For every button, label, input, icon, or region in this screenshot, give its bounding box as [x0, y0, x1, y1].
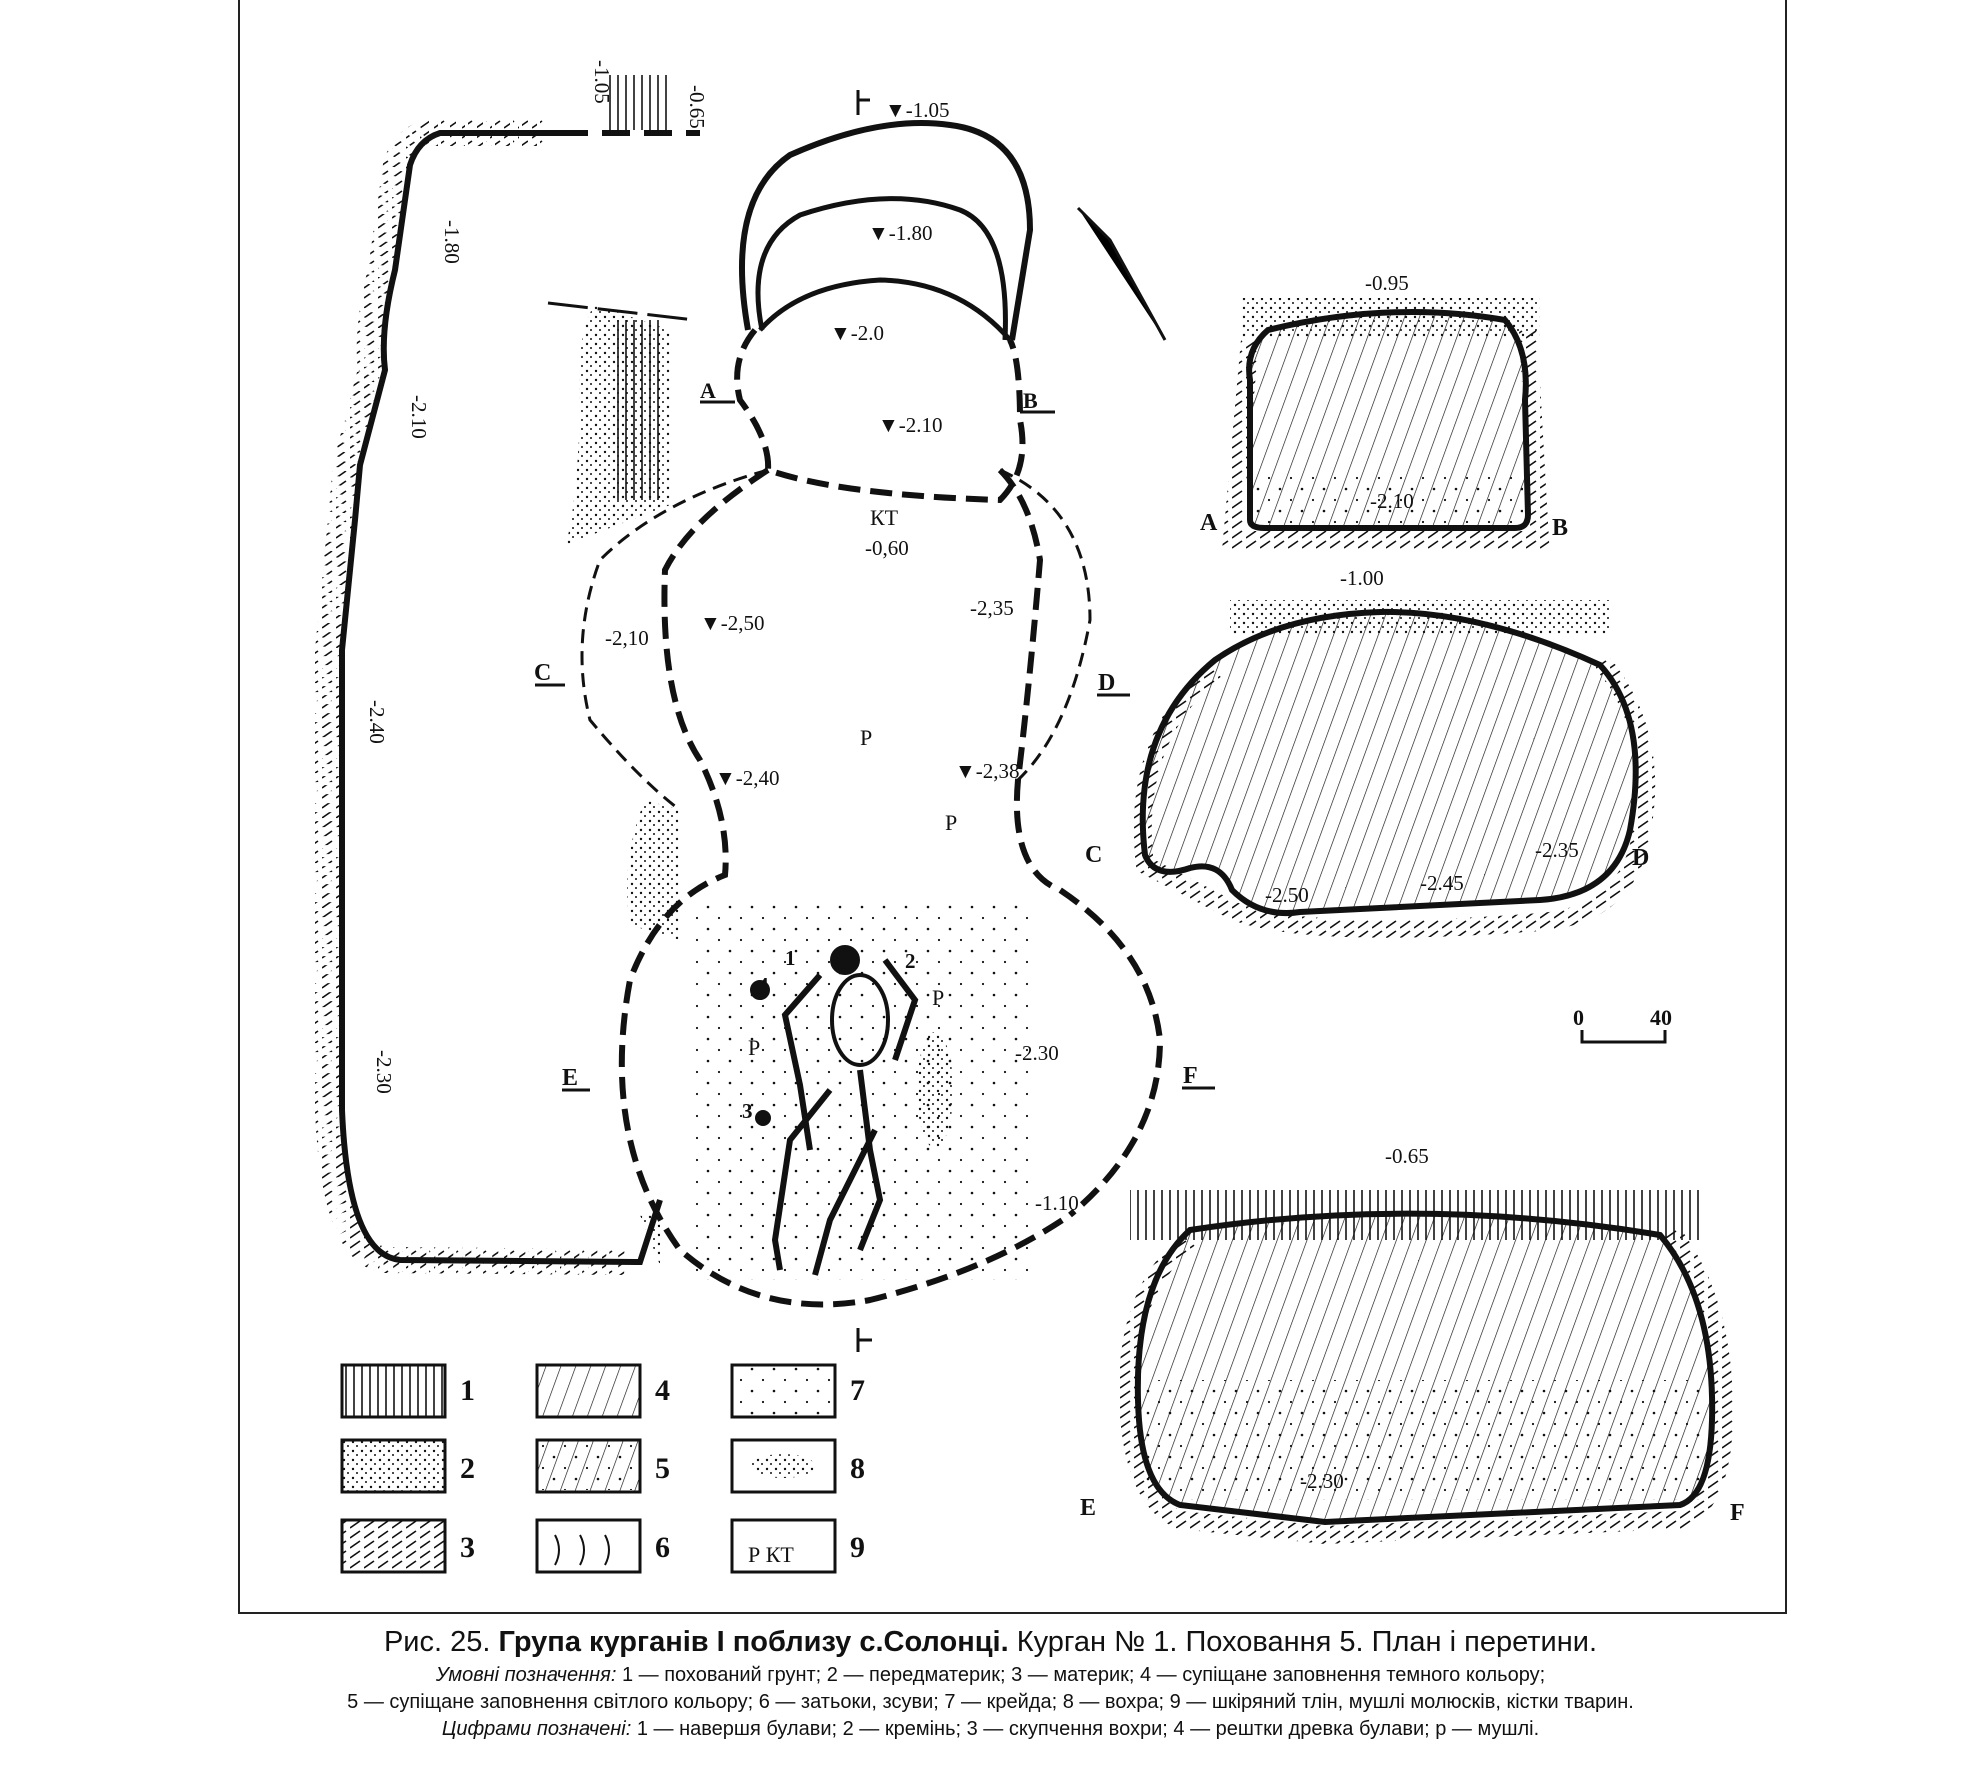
caption-title-bold: Група курганів І поблизу с.Солонці. [498, 1626, 1009, 1658]
svg-text:-2.35: -2.35 [1535, 838, 1579, 862]
mark-p-4: Р [748, 1035, 761, 1060]
legend [342, 1365, 865, 1572]
svg-text:7: 7 [850, 1374, 865, 1407]
svg-text:-2.10: -2.10 [1370, 489, 1414, 513]
elev-lower-left: ▼-2,40 [715, 766, 780, 790]
legend-item-2 [342, 1440, 475, 1492]
elev-dome-base: ▼-2.0 [830, 321, 885, 345]
svg-text:-2.30: -2.30 [1300, 1469, 1344, 1493]
svg-text:A: A [1200, 510, 1218, 536]
svg-text:-0.65: -0.65 [1385, 1144, 1429, 1168]
caption-legend-line-1 [0, 1662, 1981, 1689]
elev-kt: -0,60 [865, 536, 909, 560]
elev-top-left: -1.05 [590, 60, 614, 104]
svg-text:2: 2 [460, 1452, 475, 1485]
plan-letter-d: D [1098, 670, 1116, 696]
caption-numbers-label: Цифрами позначені: [441, 1718, 632, 1740]
legend-item-9 [732, 1520, 865, 1572]
svg-text:B: B [1552, 515, 1569, 541]
plan-letter-c: C [534, 660, 552, 686]
plan-letter-f: F [1183, 1063, 1198, 1089]
elev-dome-mid: ▼-1.80 [868, 221, 933, 245]
elev-mid-right: -2,35 [970, 596, 1014, 620]
section-cd [1085, 566, 1649, 929]
elev-c-side: -2,10 [605, 626, 649, 650]
left-soil-wedge [548, 303, 695, 1265]
elev-neck: ▼-2.10 [878, 413, 943, 437]
svg-text:F: F [1730, 1500, 1745, 1526]
section-ab [1200, 271, 1568, 541]
svg-text:C: C [1085, 842, 1103, 868]
caption-title [0, 1622, 1981, 1662]
svg-text:-2.50: -2.50 [1265, 883, 1309, 907]
svg-text:6: 6 [655, 1531, 670, 1564]
svg-text:E: E [1080, 1495, 1097, 1521]
elev-burial: -2.30 [1015, 1041, 1059, 1065]
elev-lower-right: ▼-2,38 [955, 759, 1020, 783]
caption-numbers-text: 1 — навершя булави; 2 — кремінь; 3 — скупчення вохри; 4 — рештки древка булави; р — мушлі. [636, 1718, 1540, 1740]
svg-text:9: 9 [850, 1531, 865, 1564]
caption-legend-line-2 [0, 1689, 1981, 1716]
legend-item-4 [537, 1365, 670, 1417]
section-ef [1080, 1144, 1745, 1535]
svg-text:2: 2 [905, 949, 916, 973]
svg-text:1: 1 [460, 1374, 475, 1407]
svg-text:5: 5 [655, 1452, 670, 1485]
caption-title-rest: Курган № 1. Поховання 5. План і перетини. [1016, 1626, 1598, 1658]
caption-legend-text-1: 1 — похований грунт; 2 — передматерик; 3 — материк; 4 — супіщане заповнення темного кольору; [621, 1664, 1546, 1686]
svg-text:D: D [1632, 845, 1650, 871]
elev-top-right: -0.65 [685, 85, 709, 129]
legend-item-8 [732, 1440, 865, 1492]
svg-text:-0.95: -0.95 [1365, 271, 1409, 295]
svg-text:4: 4 [655, 1374, 670, 1407]
svg-text:4: 4 [758, 973, 769, 997]
ochre-cluster [917, 1032, 953, 1148]
elev-mid-left: ▼-2,50 [700, 611, 765, 635]
svg-text:3: 3 [460, 1531, 475, 1564]
legend-item-5 [537, 1440, 670, 1492]
plan-letter-a: A [700, 378, 716, 403]
elev-left-3: -2.40 [365, 700, 389, 744]
caption-legend-text-2: 5 — супіщане заповнення світлого кольору; 6 — затьоки, зсуви; 7 — крейда; 8 — вохра; 9 — шкіряний тлін, мушлі молюсків, кістки тварин. [347, 1691, 1634, 1713]
svg-text:1: 1 [785, 946, 796, 970]
caption-fig-number: Рис. 25. [383, 1626, 491, 1658]
elev-left-1: -1.80 [440, 220, 464, 264]
mark-p-3: P [932, 985, 945, 1010]
mark-kt: КТ [870, 505, 899, 530]
svg-text:-1.00: -1.00 [1340, 566, 1384, 590]
svg-text:Р КТ: Р КТ [748, 1542, 794, 1567]
elev-dome-top: ▼-1.05 [885, 98, 950, 122]
plan-letter-e: E [562, 1065, 579, 1091]
legend-item-6 [537, 1520, 670, 1572]
legend-item-1 [342, 1365, 475, 1417]
legend-item-7 [732, 1365, 865, 1417]
caption-legend-label: Умовні позначення: [435, 1664, 617, 1686]
elev-left-4: -2.30 [372, 1050, 396, 1094]
mark-p-1: P [860, 725, 873, 750]
elev-left-2: -2.10 [407, 395, 431, 439]
caption-numbers-line [0, 1716, 1981, 1743]
figure-caption [0, 1622, 1981, 1743]
legend-item-3 [342, 1520, 475, 1572]
svg-text:8: 8 [850, 1452, 865, 1485]
mark-p-2: P [945, 810, 958, 835]
svg-text:-2.45: -2.45 [1420, 871, 1464, 895]
elev-bottom-right: -1.10 [1035, 1191, 1079, 1215]
scale-bar [1573, 1005, 1672, 1042]
svg-text:40: 40 [1650, 1005, 1672, 1030]
svg-text:3: 3 [742, 1099, 753, 1123]
svg-text:0: 0 [1573, 1005, 1584, 1030]
plan-letter-b: B [1023, 388, 1038, 413]
